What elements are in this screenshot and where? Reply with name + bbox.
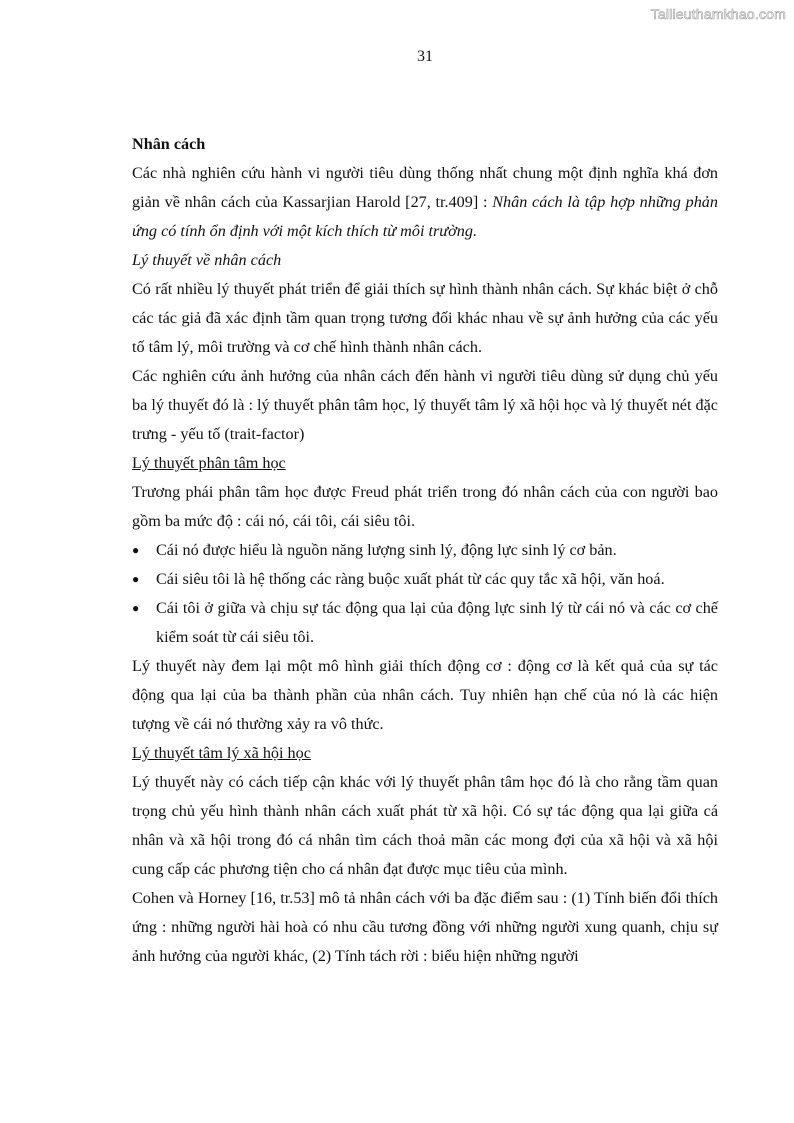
social-psychology-paragraph-2: Cohen và Horney [16, tr.53] mô tả nhân cách với ba đặc điểm sau : (1) Tính biến đổi thích ứng : những người hài hoà có nhu cầu tương đồng với những người xung quanh, chịu sự ảnh hưởng của người khác, (2) Tính tách rời : biểu hiện những người (132, 889, 718, 965)
psychoanalysis-bullet-list (132, 536, 718, 652)
psychoanalysis-title-row (132, 449, 718, 478)
list-item (132, 565, 718, 594)
watermark: Tailieuthamkhao.com (650, 6, 786, 22)
theory-subheading: Lý thuyết về nhân cách (132, 251, 282, 269)
intro-paragraph (132, 159, 718, 246)
bullet-icon: ● (132, 572, 140, 586)
social-psychology-paragraph-1: Lý thuyết này có cách tiếp cận khác với lý thuyết phân tâm học đó là cho rằng tầm quan trọng chủ yếu hình thành nhân cách xuất phát từ xã hội. Có sự tác động qua lại giữa cá nhân và xã hội trong đó cá nhân tìm cách thoả mãn các mong đợi của xã hội và xã hội cung cấp các phương tiện cho cá nhân đạt được mục tiêu của mình. (132, 773, 718, 878)
list-item-text: Cái tôi ở giữa và chịu sự tác động qua lại của động lực sinh lý từ cái nó và các cơ chế kiểm soát từ cái siêu tôi. (156, 599, 718, 646)
page-number: 31 (417, 48, 433, 65)
theory-paragraph-1: Có rất nhiều lý thuyết phát triển để giải thích sự hình thành nhân cách. Sự khác biệt ở chỗ các tác giả đã xác định tầm quan trọng tương đối khác nhau về sự ảnh hưởng của các yếu tố tâm lý, môi trường và cơ chế hình thành nhân cách. (132, 280, 718, 356)
list-item-text: Cái siêu tôi là hệ thống các ràng buộc xuất phát từ các quy tắc xã hội, văn hoá. (156, 570, 665, 588)
theory-paragraph-2: Các nghiên cứu ảnh hưởng của nhân cách đến hành vi người tiêu dùng sử dụng chủ yếu ba lý thuyết đó là : lý thuyết phân tâm học, lý thuyết tâm lý xã hội học và lý thuyết nét đặc trưng - yếu tố (trait-factor) (132, 367, 718, 443)
list-item (132, 594, 718, 652)
psychoanalysis-intro: Trương phái phân tâm học được Freud phát triển trong đó nhân cách của con người bao gồm ba mức độ : cái nó, cái tôi, cái siêu tôi. (132, 483, 718, 530)
psychoanalysis-title: Lý thuyết phân tâm học (132, 454, 286, 472)
section-heading: Nhân cách (132, 135, 206, 153)
document-body (132, 130, 718, 971)
intro-text: Các nhà nghiên cứu hành vi người tiêu dùng thống nhất chung một định nghĩa khá đơn giản về nhân cách của Kassarjian Harold [27, tr.409] : (132, 164, 718, 211)
bullet-icon: ● (132, 601, 140, 615)
social-psychology-title: Lý thuyết tâm lý xã hội học (132, 744, 311, 762)
social-psychology-title-row (132, 739, 718, 768)
list-item-text: Cái nó được hiểu là nguồn năng lượng sinh lý, động lực sinh lý cơ bản. (156, 541, 617, 559)
psychoanalysis-conclusion: Lý thuyết này đem lại một mô hình giải thích động cơ : động cơ là kết quả của sự tác động qua lại của ba thành phần của nhân cách. Tuy nhiên hạn chế của nó là các hiện tượng về cái nó thường xảy ra vô thức. (132, 657, 718, 733)
intro-quote: Nhân cách là tập hợp những phản ứng có tính ổn định với một kích thích từ môi trường. (132, 193, 718, 240)
bullet-icon: ● (132, 543, 140, 557)
list-item (132, 536, 718, 565)
